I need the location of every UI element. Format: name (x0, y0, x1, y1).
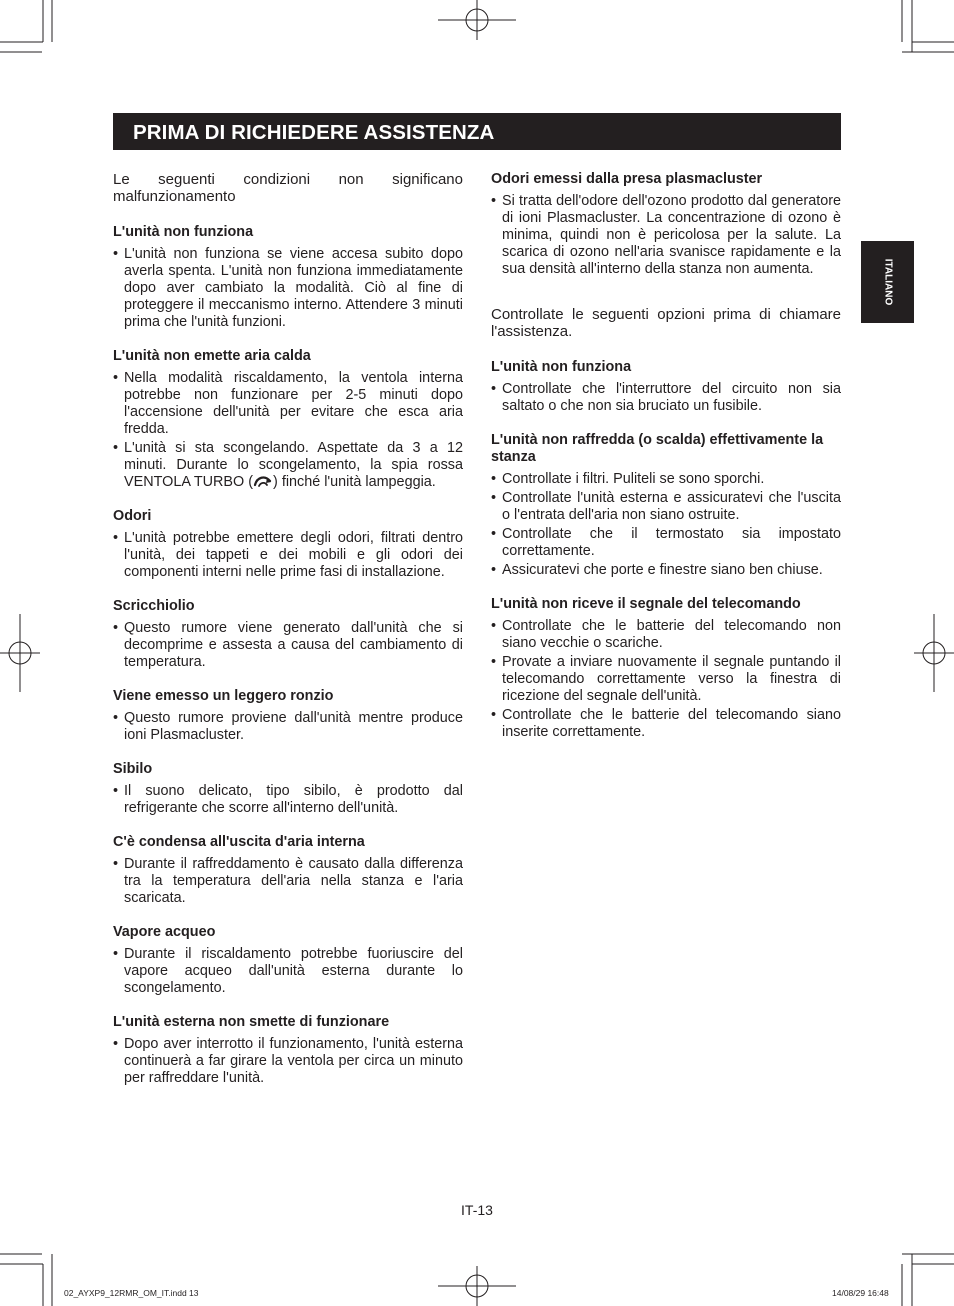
section-list (491, 193, 841, 278)
list-item-turbo (113, 440, 463, 491)
page-number: IT-13 (461, 1202, 493, 1218)
section-list (113, 370, 463, 491)
list-item: • Dopo aver interrotto il funzionamento, l'unità esterna continuerà a far girare la ventola per circa un minuto per raffreddare l'unità. (113, 1036, 463, 1087)
list-item: • Controllate che le batterie del telecomando non siano vecchie o scariche. (491, 618, 841, 652)
section-heading: Odori (113, 508, 152, 524)
section-heading: Vapore acqueo (113, 924, 216, 940)
list-item: • Durante il riscaldamento potrebbe fuoriuscire del vapore acqueo dall'unità esterna durante lo scongelamento. (113, 946, 463, 997)
list-item: • Il suono delicato, tipo sibilo, è prodotto dal refrigerante che scorre all'interno dell'unità. (113, 783, 463, 817)
list-item: • Controllate che l'interruttore del circuito non sia saltato o che non sia bruciato un fusibile. (491, 381, 841, 415)
section-list (113, 620, 463, 671)
section-heading: L'unità non riceve il segnale del telecomando (491, 596, 801, 612)
list-item: • L'unità non funziona se viene accesa subito dopo averla spenta. L'unità non funziona immediatamente dopo aver cambiato la modalità. Ciò al fine di proteggere il meccanismo interno. Attendere 3 minuti prima che l'unità funzioni. (113, 246, 463, 331)
section-heading: L'unità esterna non smette di funzionare (113, 1014, 390, 1030)
section-list (113, 530, 463, 581)
list-item: • Controllate i filtri. Puliteli se sono sporchi. (491, 471, 841, 488)
section-list (113, 710, 463, 744)
list-item: • Assicuratevi che porte e finestre siano ben chiuse. (491, 562, 841, 579)
section-list (491, 381, 841, 415)
section-list (113, 946, 463, 997)
list-item: • Questo rumore viene generato dall'unità che si decomprime e assesta a causa del cambiamento di temperatura. (113, 620, 463, 671)
list-item: • Questo rumore proviene dall'unità mentre produce ioni Plasmacluster. (113, 710, 463, 744)
left-intro: Le seguenti condizioni non significano malfunzionamento (113, 171, 463, 205)
list-item: • Controllate che le batterie del telecomando siano inserite correttamente. (491, 707, 841, 741)
section-heading: C'è condensa all'uscita d'aria interna (113, 834, 365, 850)
list-item: • Controllate l'unità esterna e assicuratevi che l'uscita o l'entrata dell'aria non siano ostruite. (491, 490, 841, 524)
list-item: • Controllate che il termostato sia impostato correttamente. (491, 526, 841, 560)
print-timestamp: 14/08/29 16:48 (832, 1288, 889, 1298)
turbo-text-after: ) finché l'unità lampeggia. (273, 474, 436, 490)
file-info: 02_AYXP9_12RMR_OM_IT.indd 13 (64, 1288, 199, 1298)
list-item: • Nella modalità riscaldamento, la ventola interna potrebbe non funzionare per 2-5 minuti dopo l'accensione dell'unità per evitare che esca aria fredda. (113, 370, 463, 438)
language-tab-label: ITALIANO (882, 258, 893, 306)
section-heading: Viene emesso un leggero ronzio (113, 688, 334, 704)
section-heading: L'unità non emette aria calda (113, 348, 311, 364)
section-list (113, 783, 463, 817)
page-title: PRIMA DI RICHIEDERE ASSISTENZA (113, 113, 841, 150)
list-item: • Provate a inviare nuovamente il segnale puntando il telecomando correttamente verso la finestra di ricezione del segnale dell'unità. (491, 654, 841, 705)
section-heading: Scricchiolio (113, 598, 195, 614)
section-list (113, 246, 463, 331)
turbo-fan-icon (253, 474, 273, 488)
section-heading: Odori emessi dalla presa plasmacluster (491, 171, 763, 187)
list-item: • Durante il raffreddamento è causato dalla differenza tra la temperatura dell'aria nella stanza e l'aria scaricata. (113, 856, 463, 907)
section-list (113, 1036, 463, 1087)
language-tab (861, 241, 914, 323)
turbo-text-before: L'unità si sta scongelando. Aspettate da 3 a 12 minuti. Durante lo scongelamento, la spia rossa VENTOLA TURBO ( (124, 440, 463, 490)
left-column (113, 171, 463, 1104)
section-heading: L'unità non raffredda (o scalda) effettivamente la stanza (491, 432, 824, 465)
section-list (491, 618, 841, 741)
section-list (113, 856, 463, 907)
right-column (491, 171, 841, 758)
list-item: • L'unità potrebbe emettere degli odori, filtrati dentro l'unità, dei tappeti e dei mobili e gli odori dei componenti interni nelle prime fasi di installazione. (113, 530, 463, 581)
right-intro: Controllate le seguenti opzioni prima di chiamare l'assistenza. (491, 306, 841, 340)
list-item: • Si tratta dell'odore dell'ozono prodotto dal generatore di ioni Plasmacluster. La concentrazione di ozono è minima, quindi non è pericolosa per la salute. La scarica di ozono nell'aria svanisce rapidamente e la sua densità all'interno della stanza non aumenta. (491, 193, 841, 278)
section-heading: L'unità non funziona (113, 224, 254, 240)
section-heading: L'unità non funziona (491, 359, 632, 375)
section-list (491, 471, 841, 579)
section-heading: Sibilo (113, 761, 153, 777)
